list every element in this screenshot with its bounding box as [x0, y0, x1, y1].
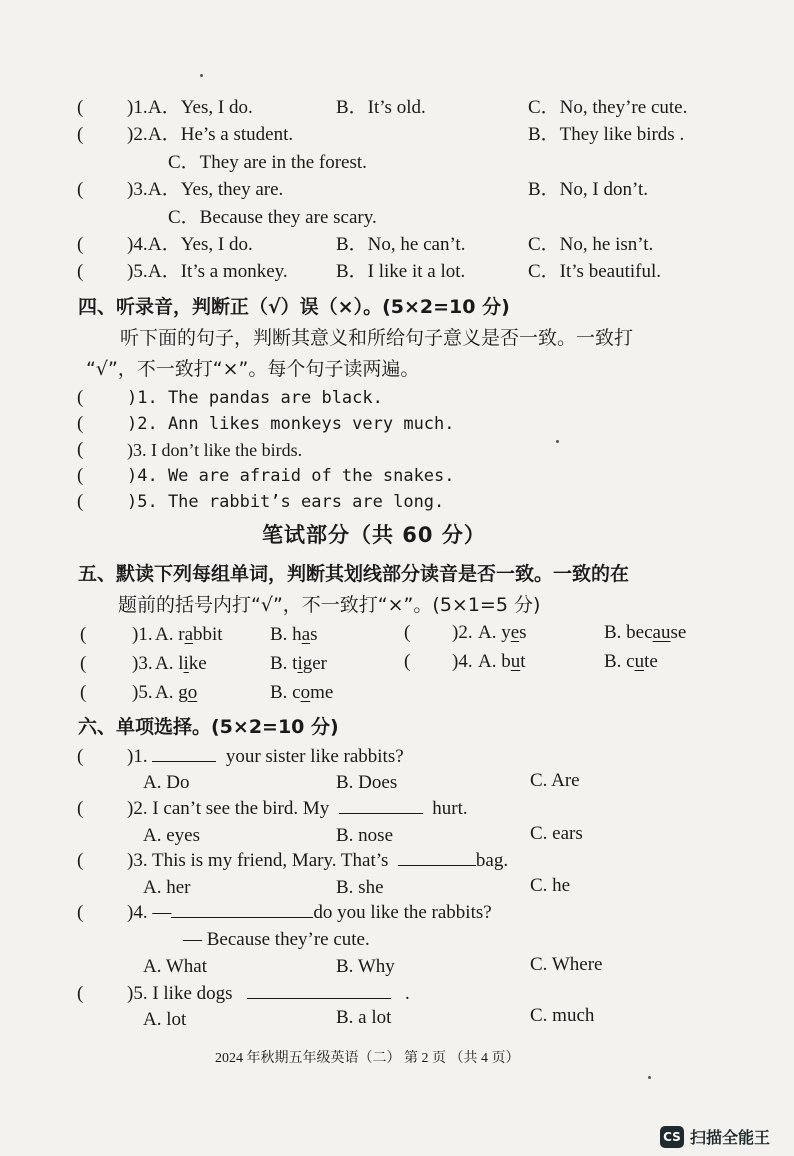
- question-stem: )3. This is my friend, Mary. That’s bag.: [127, 850, 509, 871]
- answer-blank[interactable]: [152, 745, 216, 762]
- answer-bracket[interactable]: (: [77, 234, 84, 255]
- option-a: A. her: [143, 877, 191, 898]
- word-a: A. go: [155, 682, 198, 703]
- question-stem: )4. — do you like the rabbits?: [127, 902, 492, 923]
- option-b: B．They like birds .: [528, 124, 685, 145]
- option-c: C．It’s beautiful.: [528, 261, 661, 282]
- option-a: A．Yes, they are.: [148, 179, 284, 200]
- question-stem: )5. I like dogs .: [127, 983, 410, 1004]
- answer-bracket[interactable]: (: [77, 902, 84, 923]
- written-part-title: 笔试部分（共 60 分）: [262, 523, 486, 547]
- section-title: 五、默读下列每组单词，判断其划线部分读音是否一致。一致的在: [78, 563, 630, 585]
- answer-bracket[interactable]: (: [77, 261, 84, 282]
- q-number: )1.: [127, 97, 148, 118]
- q-number: )1.: [132, 624, 153, 645]
- q-number: )5.: [127, 261, 148, 282]
- answer-bracket[interactable]: (: [77, 465, 84, 486]
- word-b: B. because: [604, 622, 687, 643]
- watermark-text: 扫描全能王: [690, 1128, 771, 1147]
- option-a: A. lot: [143, 1009, 187, 1030]
- camscanner-watermark: [660, 1125, 770, 1148]
- answer-blank[interactable]: [339, 797, 423, 814]
- statement: )3. I don’t like the birds.: [127, 440, 303, 460]
- option-b: B. Why: [336, 956, 395, 977]
- option-c: C．Because they are scary.: [168, 207, 377, 228]
- q-number: )2.: [127, 124, 148, 145]
- answer-bracket[interactable]: (: [404, 651, 411, 672]
- instructions: 听下面的句子，判断其意义和所给句子意义是否一致。一致打: [120, 327, 634, 349]
- speckle: [648, 1076, 651, 1079]
- option-b: B．No, he can’t.: [336, 234, 466, 255]
- option-a: A. Do: [143, 772, 190, 793]
- instructions: “√”，不一致打“×”。每个句子读两遍。: [86, 358, 420, 380]
- speckle: [200, 74, 203, 77]
- option-b: B. Does: [336, 772, 398, 793]
- answer-blank[interactable]: [247, 982, 391, 999]
- option-a: A．He’s a student.: [148, 124, 294, 145]
- reply-line: — Because they’re cute.: [183, 929, 370, 950]
- statement: )2. Ann likes monkeys very much.: [127, 414, 455, 434]
- answer-bracket[interactable]: (: [77, 124, 84, 145]
- option-b: B．It’s old.: [336, 97, 426, 118]
- statement: )4. We are afraid of the snakes.: [127, 466, 455, 486]
- option-a: A. What: [143, 956, 208, 977]
- word-b: B. come: [270, 682, 334, 703]
- section-title-cont: 题前的括号内打“√”，不一致打“×”。(5×1=5 分): [118, 594, 541, 616]
- option-c: C．They are in the forest.: [168, 152, 367, 173]
- answer-bracket[interactable]: (: [77, 983, 84, 1004]
- speckle: [556, 440, 559, 443]
- q-number: )4.: [127, 234, 148, 255]
- word-b: B. cute: [604, 651, 658, 672]
- option-c: C. ears: [530, 823, 583, 844]
- answer-bracket[interactable]: (: [80, 682, 87, 703]
- answer-bracket[interactable]: (: [77, 491, 84, 512]
- q-number: )5.: [132, 682, 153, 703]
- answer-bracket[interactable]: (: [77, 850, 84, 871]
- option-b: B. a lot: [336, 1007, 392, 1028]
- option-c: C. Where: [530, 954, 603, 975]
- question-stem: )1. your sister like rabbits?: [127, 746, 404, 767]
- q-number: )2.: [452, 622, 473, 643]
- statement: )1. The pandas are black.: [127, 388, 383, 408]
- answer-bracket[interactable]: (: [404, 622, 411, 643]
- word-b: B. tiger: [270, 653, 327, 674]
- cs-logo-icon: CS: [660, 1126, 684, 1148]
- option-b: B. she: [336, 877, 384, 898]
- option-c: C. Are: [530, 770, 580, 791]
- answer-bracket[interactable]: (: [77, 439, 84, 460]
- q-number: )3.: [132, 653, 153, 674]
- answer-bracket[interactable]: (: [77, 413, 84, 434]
- answer-blank[interactable]: [398, 849, 476, 866]
- answer-bracket[interactable]: (: [77, 179, 84, 200]
- word-a: A. yes: [478, 622, 527, 643]
- answer-blank[interactable]: [171, 901, 313, 918]
- word-a: A. but: [478, 651, 526, 672]
- q-number: )4.: [452, 651, 473, 672]
- word-a: A. rabbit: [155, 624, 223, 645]
- answer-bracket[interactable]: (: [77, 387, 84, 408]
- option-b: B．I like it a lot.: [336, 261, 466, 282]
- section-title: 六、单项选择。(5×2=10 分): [78, 716, 339, 738]
- option-a: A. eyes: [143, 825, 200, 846]
- answer-bracket[interactable]: (: [77, 97, 84, 118]
- section-title: 四、听录音，判断正（√）误（×）。(5×2=10 分): [78, 296, 510, 318]
- option-c: C. much: [530, 1005, 595, 1026]
- answer-bracket[interactable]: (: [80, 653, 87, 674]
- q-number: )3.: [127, 179, 148, 200]
- answer-bracket[interactable]: (: [77, 798, 84, 819]
- option-c: C. he: [530, 875, 571, 896]
- option-b: B．No, I don’t.: [528, 179, 648, 200]
- answer-bracket[interactable]: (: [77, 746, 84, 767]
- word-a: A. like: [155, 653, 207, 674]
- option-c: C．No, they’re cute.: [528, 97, 688, 118]
- option-b: B. nose: [336, 825, 393, 846]
- statement: )5. The rabbit’s ears are long.: [127, 492, 445, 512]
- option-a: A．It’s a monkey.: [148, 261, 288, 282]
- word-b: B. has: [270, 624, 318, 645]
- question-stem: )2. I can’t see the bird. My hurt.: [127, 798, 468, 819]
- option-a: A．Yes, I do.: [148, 97, 253, 118]
- answer-bracket[interactable]: (: [80, 624, 87, 645]
- option-a: A．Yes, I do.: [148, 234, 253, 255]
- option-c: C．No, he isn’t.: [528, 234, 654, 255]
- page-footer: 2024 年秋期五年级英语（二） 第 2 页 （共 4 页）: [215, 1051, 520, 1066]
